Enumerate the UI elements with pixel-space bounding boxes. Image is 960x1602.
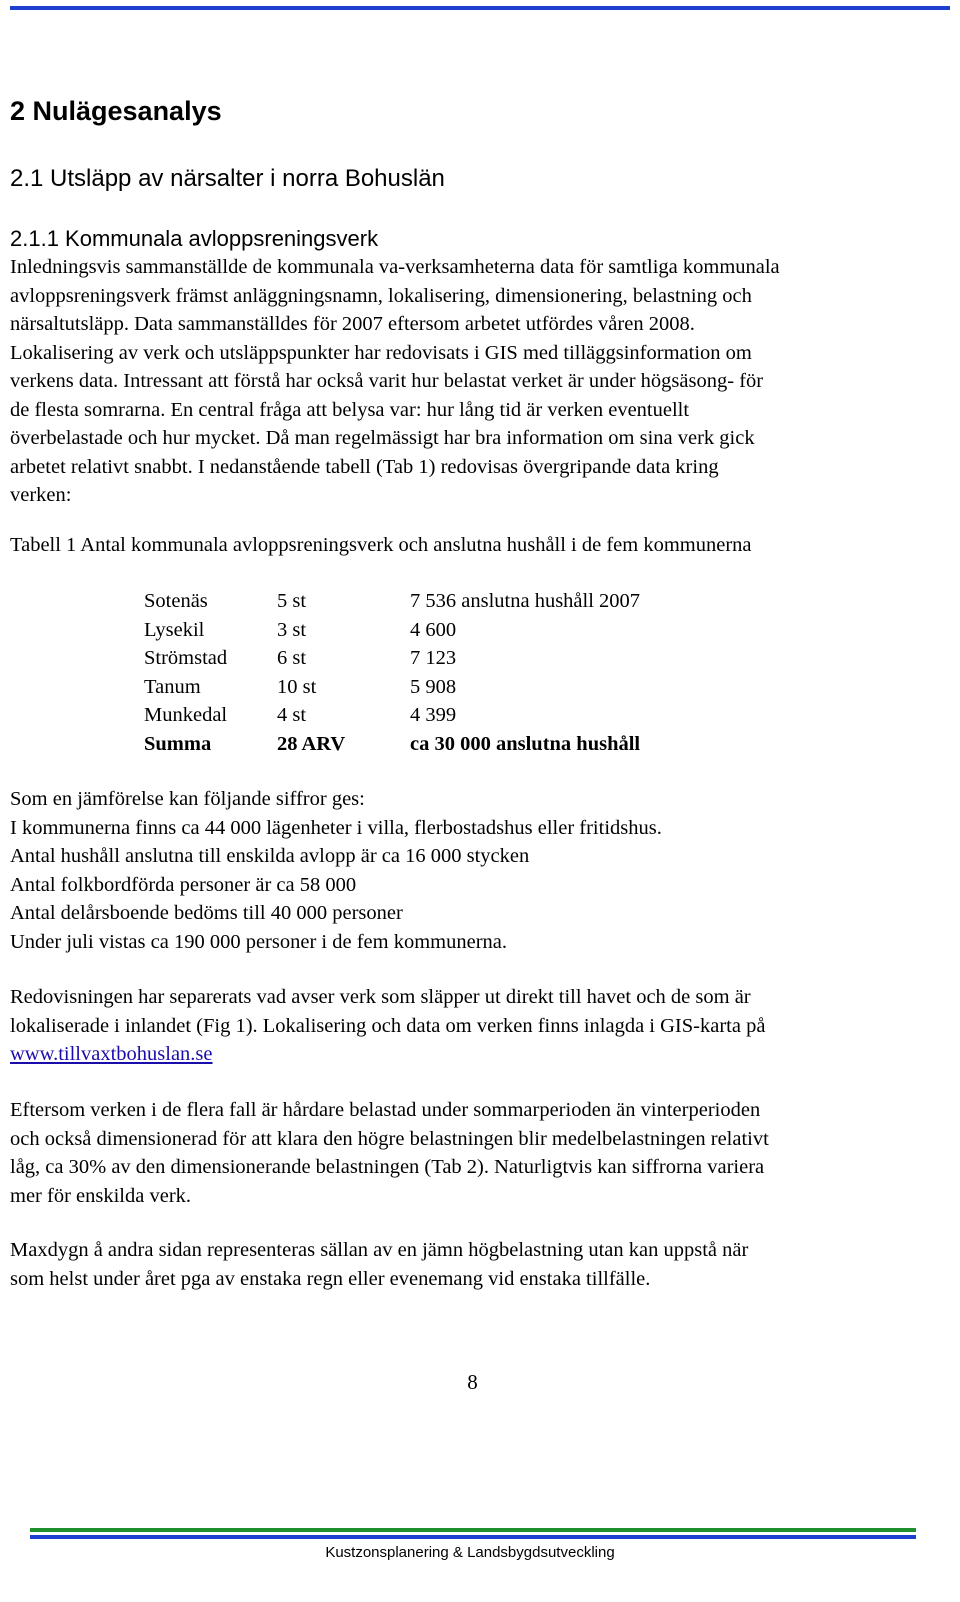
table-cell-sum-plants: 28 ARV: [277, 732, 346, 755]
header-rule: [10, 6, 950, 10]
intro-paragraph: [10, 253, 955, 510]
table-row: [144, 701, 640, 730]
table-cell-households: 4 600: [410, 618, 457, 641]
text-line: lokaliserade i inlandet (Fig 1). Lokalisering och data om verken finns inlagda i GIS-karta på: [10, 1014, 766, 1037]
table-cell-plants: 3 st: [277, 618, 307, 641]
table-caption: Tabell 1 Antal kommunala avloppsreningsverk och anslutna hushåll i de fem kommunerna: [10, 534, 752, 556]
text-line: Maxdygn å andra sidan representeras sällan av en jämn högbelastning utan kan uppstå när: [10, 1239, 749, 1261]
table-cell-plants: 4 st: [277, 704, 307, 726]
table-cell-municipality: Tanum: [144, 675, 201, 698]
text-line: överbelastade och hur mycket. Då man regelmässigt har bra information om sina verk gick: [10, 427, 755, 449]
page-number: 8: [467, 1370, 478, 1394]
table-cell-plants: 10 st: [277, 675, 317, 698]
text-line: Lokalisering av verk och utsläppspunkter har redovisats i GIS med tilläggsinformation om: [10, 341, 752, 364]
table-cell-municipality: Lysekil: [144, 618, 205, 641]
table-cell-municipality: Sotenäs: [144, 590, 208, 612]
text-line: närsaltutsläpp. Data sammanställdes för 2007 eftersom arbetet utfördes våren 2008.: [10, 313, 695, 335]
table-cell-municipality: Munkedal: [144, 704, 228, 726]
text-line: Redovisningen har separerats vad avser verk som släpper ut direkt till havet och de som är: [10, 986, 751, 1008]
text-line: mer för enskilda verk.: [10, 1184, 192, 1207]
table-cell-sum-label: Summa: [144, 732, 212, 755]
max-day-paragraph: [10, 1236, 955, 1293]
table-cell-households: 7 536 anslutna hushåll 2007: [410, 590, 641, 612]
text-line: verkens data. Intressant att förstå har också varit hur belastat verket är under högsäsong- för: [10, 370, 764, 392]
table-row: [144, 644, 640, 673]
table-cell-households: 4 399: [410, 704, 457, 726]
text-line: [10, 1040, 955, 1069]
text-line: som helst under året pga av enstaka regn eller evenemang vid enstaka tillfälle.: [10, 1267, 651, 1290]
table-cell-sum-households: ca 30 000 anslutna hushåll: [410, 732, 641, 755]
table-cell-plants: 5 st: [277, 590, 307, 612]
text-line: verken:: [10, 484, 72, 506]
subsection-heading: 2.1.1 Kommunala avloppsreningsverk: [10, 226, 379, 251]
table-sum-row: [144, 730, 640, 759]
summer-load-paragraph: [10, 1096, 955, 1210]
table-row: [144, 616, 640, 645]
footer-rule-green: [30, 1528, 916, 1532]
table-cell-households: 7 123: [410, 647, 457, 669]
text-line: Antal folkbordförda personer är ca 58 000: [10, 873, 357, 896]
footer-text: Kustzonsplanering & Landsbygdsutveckling: [325, 1544, 615, 1561]
footer-rule-blue: [30, 1535, 916, 1539]
text-line: och också dimensionerad för att klara den högre belastningen blir medelbelastningen relativt: [10, 1127, 769, 1150]
chapter-heading: 2 Nulägesanalys: [10, 96, 222, 126]
text-line: låg, ca 30% av den dimensionerande belastningen (Tab 2). Naturligtvis kan siffrorna variera: [10, 1156, 765, 1178]
table-row: [144, 587, 640, 616]
text-line: Som en jämförelse kan följande siffror ges:: [10, 788, 365, 810]
text-line: de flesta somrarna. En central fråga att belysa var: hur lång tid är verken eventuellt: [10, 398, 690, 421]
text-line: Under juli vistas ca 190 000 personer i de fem kommunerna.: [10, 930, 507, 953]
table-cell-households: 5 908: [410, 675, 457, 698]
text-line: Antal hushåll anslutna till enskilda avlopp är ca 16 000 stycken: [10, 845, 530, 867]
table-cell-plants: 6 st: [277, 647, 307, 669]
section-heading: 2.1 Utsläpp av närsalter i norra Bohuslän: [10, 165, 445, 192]
report-paragraph: [10, 983, 955, 1069]
text-line: arbetet relativt snabbt. I nedanstående tabell (Tab 1) redovisas övergripande data kring: [10, 455, 719, 478]
text-line: avloppsreningsverk främst anläggningsnamn, lokalisering, dimensionering, belastning och: [10, 284, 752, 307]
text-line: Inledningsvis sammanställde de kommunala va-verksamheterna data för samtliga kommunala: [10, 256, 780, 278]
text-line: I kommunerna finns ca 44 000 lägenheter i villa, flerbostadshus eller fritidshus.: [10, 816, 662, 839]
treatment-plants-table: [144, 587, 640, 758]
text-line: Eftersom verken i de flera fall är hårdare belastad under sommarperioden än vinterperioden: [10, 1099, 761, 1121]
text-line: Antal delårsboende bedöms till 40 000 personer: [10, 902, 403, 924]
comparison-paragraph: [10, 785, 955, 956]
table-cell-municipality: Strömstad: [144, 647, 228, 669]
website-link[interactable]: www.tillvaxtbohuslan.se: [10, 1043, 213, 1065]
table-row: [144, 673, 640, 702]
